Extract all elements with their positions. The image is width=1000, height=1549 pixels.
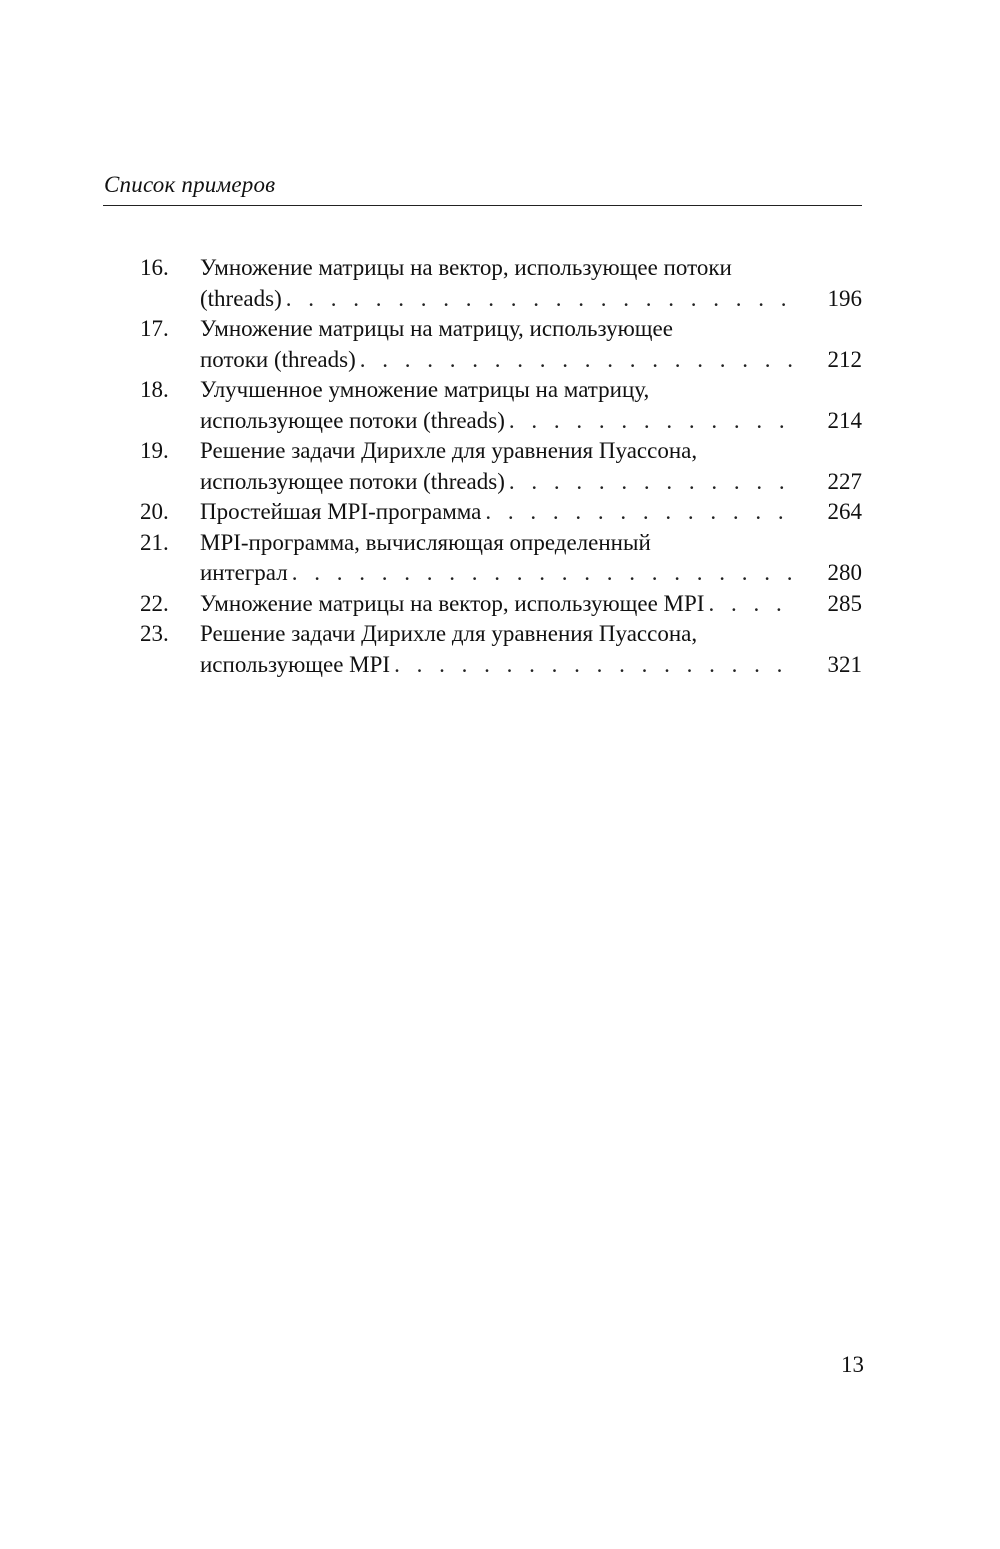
entry-title-line: Простейшая MPI-программа [200,499,482,524]
running-header: Список примеров [104,172,276,197]
entry-number: 18. [140,377,169,402]
examples-list [140,253,862,680]
entry-title-line: MPI-программа, вычисляющая определенный [200,529,651,555]
entry-title-line: использующее потоки (threads) [200,468,505,494]
toc-entry [140,375,862,436]
entry-page-number: 196 [827,285,862,311]
toc-entry [140,497,862,528]
page-number: 13 [841,1352,864,1377]
entry-number: 19. [140,438,169,463]
entry-last-line [200,345,862,376]
entry-page-number: 285 [827,590,862,616]
header-rule [103,205,862,206]
toc-entry [140,436,862,497]
entry-number: 22. [140,590,169,616]
dot-leader [292,558,794,589]
dot-leader [286,284,794,315]
entry-page-number: 264 [827,499,862,524]
entry-title-line: использующее MPI [200,651,391,677]
dot-leader [485,497,794,528]
entry-page-number: 212 [827,346,862,372]
entry-last-line [200,650,862,681]
entry-last-line [200,558,862,589]
dot-leader [509,467,794,498]
entry-last-line [200,589,862,620]
entry-title-line: потоки (threads) [200,346,356,372]
entry-page-number: 321 [827,651,862,677]
entry-page-number: 227 [827,468,862,494]
entry-title-line: Умножение матрицы на вектор, использующее потоки [200,255,732,280]
entry-last-line [200,467,862,498]
toc-entry [140,253,862,314]
entry-number: 16. [140,255,169,280]
entry-title-line: использующее потоки (threads) [200,407,505,433]
entry-title-line: интеграл [200,560,288,585]
dot-leader [509,406,794,437]
entry-title-line: Решение задачи Дирихле для уравнения Пуассона, [200,438,698,463]
entry-page-number: 280 [827,560,862,585]
entry-title-line: Умножение матрицы на вектор, использующее MPI [200,590,705,616]
entry-number: 20. [140,499,169,524]
dot-leader [394,650,794,681]
entry-title-line: Улучшенное умножение матрицы на матрицу, [200,377,650,402]
dot-leader [708,589,794,620]
toc-entry [140,314,862,375]
entry-last-line [200,497,862,528]
entry-last-line [200,284,862,315]
entry-number: 17. [140,316,169,341]
entry-last-line [200,406,862,437]
toc-entry [140,619,862,680]
entry-page-number: 214 [827,407,862,433]
entry-number: 21. [140,529,169,555]
toc-entry [140,528,862,589]
entry-title-line: Решение задачи Дирихле для уравнения Пуассона, [200,621,698,646]
dot-leader [360,345,794,376]
toc-entry [140,589,862,620]
entry-title-line: (threads) [200,285,282,311]
entry-title-line: Умножение матрицы на матрицу, использующее [200,316,673,341]
entry-number: 23. [140,621,169,646]
